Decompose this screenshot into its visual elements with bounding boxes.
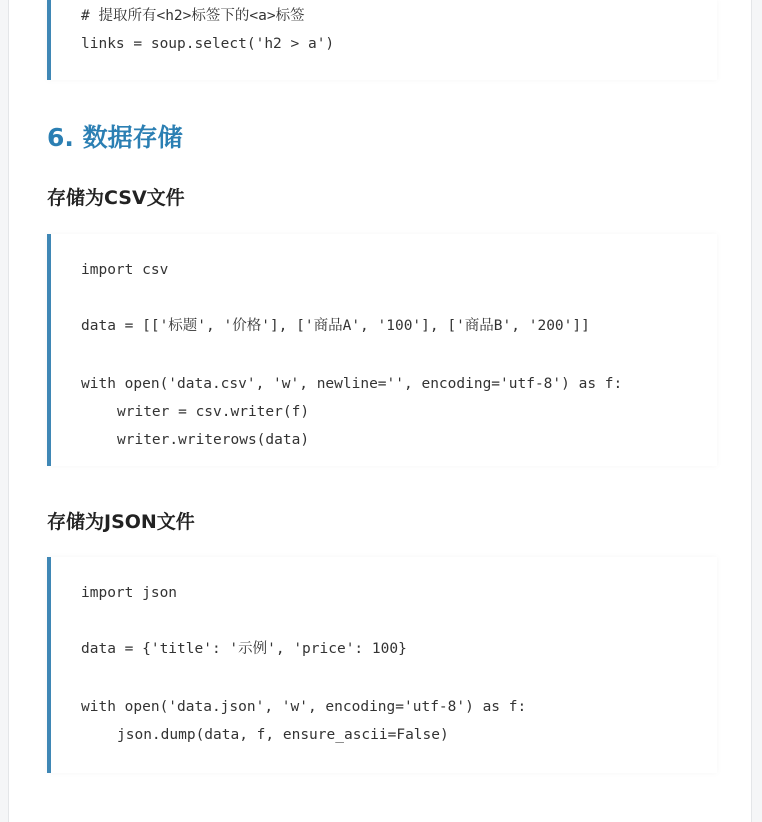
section-title: 6. 数据存储 (47, 123, 183, 152)
code-comment: # 提取所有<h2>标签下的<a>标签 (81, 8, 305, 24)
code-block-select (47, 0, 717, 80)
code-line: with open('data.csv', 'w', newline='', encoding='utf-8') as f: (81, 376, 623, 392)
code-line: links = soup.select('h2 > a') (81, 36, 335, 52)
code-line: writer = csv.writer(f) (117, 404, 310, 420)
code-line: data = [['标题', '价格'], ['商品A', '100'], ['商品B', '200']] (81, 318, 590, 334)
subsection-title-csv: 存储为CSV文件 (47, 187, 185, 209)
code-line: data = {'title': '示例', 'price': 100} (81, 641, 407, 657)
subsection-title-json: 存储为JSON文件 (47, 511, 195, 533)
code-line: import csv (81, 262, 169, 278)
code-line: import json (81, 585, 178, 601)
code-line: json.dump(data, f, ensure_ascii=False) (117, 727, 449, 743)
article-page (8, 0, 752, 822)
code-line: with open('data.json', 'w', encoding='utf-8') as f: (81, 699, 527, 715)
code-line: writer.writerows(data) (117, 432, 310, 448)
code-block-csv (47, 234, 717, 466)
code-block-json (47, 557, 717, 773)
